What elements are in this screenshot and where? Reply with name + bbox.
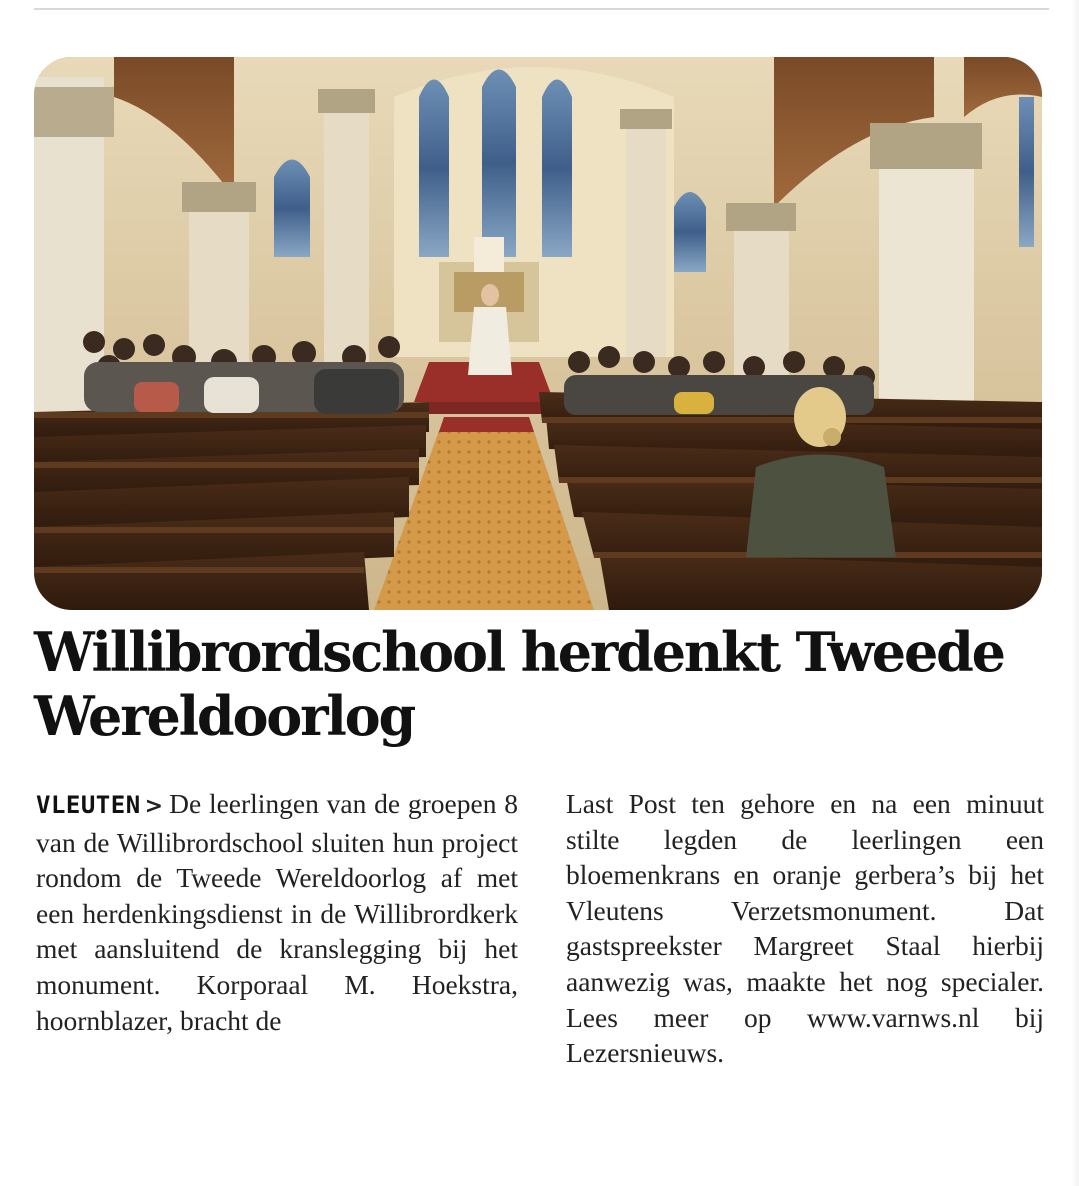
body-text-left: De leerlingen van de groepen 8 van de Willibrordschool sluiten hun project rondom de Tweede Wereldoorlog af met een herdenkingsdienst in de Willibrordkerk met aansluitend de kranslegging bij het monument. Korporaal M. Hoekstra, hoornblazer, bracht de	[36, 788, 518, 1036]
article-body-right-column	[566, 786, 1044, 1071]
article-body-left-column	[36, 786, 518, 1038]
dateline: VLEUTEN	[36, 791, 141, 819]
church-interior-illustration	[34, 57, 1042, 610]
article-headline: Willibrordschool herdenkt Tweede Wereldoorlog	[34, 620, 1004, 748]
body-text-right: Last Post ten gehore en na een minuut stilte legden de leerlingen een bloemenkrans en oranje gerbera’s bij het Vleutens Verzetsmonument. Dat gastspreekster Margreet Staal hierbij aanwezig was, maakte het nog specialer. Lees meer op www.varnws.nl bij Lezersnieuws.	[566, 788, 1044, 1069]
article-photo	[34, 57, 1042, 610]
page-edge-shadow	[1071, 0, 1079, 1186]
top-rule	[34, 8, 1049, 10]
dateline-arrow-icon: >	[144, 794, 164, 819]
